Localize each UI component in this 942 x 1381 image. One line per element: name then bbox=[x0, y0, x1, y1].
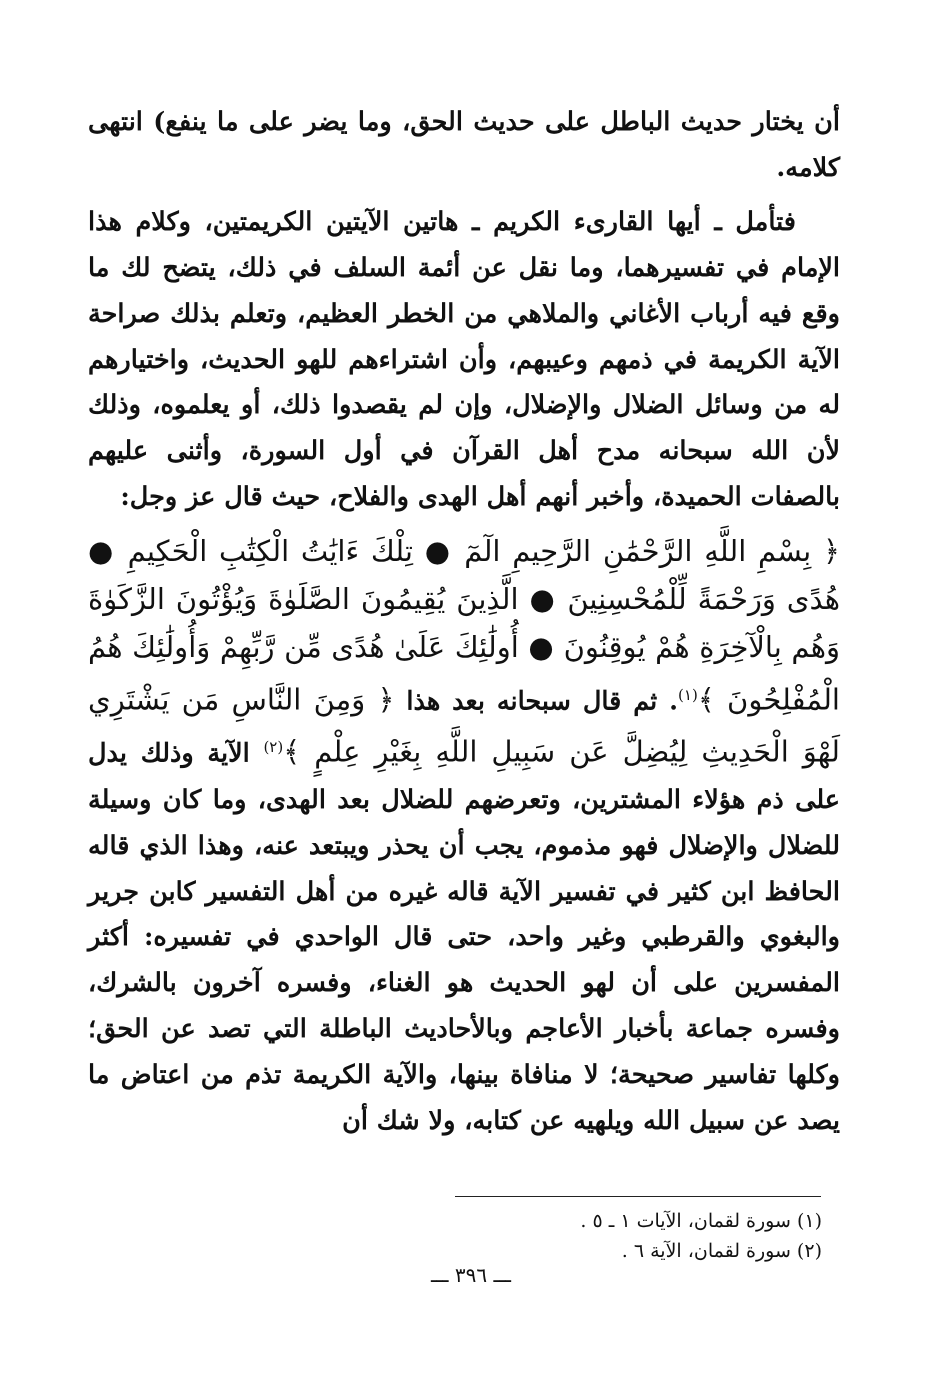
after-verse-text-1: . ثم قال سبحانه بعد هذا bbox=[406, 686, 679, 717]
footnote-separator bbox=[455, 1196, 821, 1197]
footnote-ref-1: (١) bbox=[678, 685, 698, 704]
footnote-ref-2: (٢) bbox=[263, 738, 284, 757]
main-text bbox=[88, 100, 840, 1153]
page-number: ـــ ٣٩٦ ـــ bbox=[430, 1263, 512, 1287]
footnote-1: (١) سورة لقمان، الآيات ١ ـ ٥ . bbox=[580, 1210, 822, 1232]
paragraph-2 bbox=[88, 200, 840, 521]
paragraph-1: أن يختار حديث الباطل على حديث الحق، وما يضر على ما ينفع) انتهى كلامه. bbox=[88, 107, 840, 183]
footnotes bbox=[450, 1206, 822, 1266]
quran-verse-luqman-6: ﴿ وَمِنَ النَّاسِ مَن يَشْتَرِي لَهْوَ الْحَدِيثِ لِيُضِلَّ عَن سَبِيلِ اللَّهِ بِغَيْرِ عِلْمٍ ﴾ bbox=[88, 682, 840, 769]
after-verse-text-2: الآية وذلك يدل على ذم هؤلاء المشترين، وتعرضهم للضلال بعد الهدى، وما كان وسيلة للضلال والإضلال فهو مذموم، يجب أن يحذر ويبتعد عنه، وهذا الذي قاله الحافظ ابن كثير في تفسير الآية قاله غيره من أهل التفسير كابن جرير والبغوي والقرطبي وغير واحد، حتى قال الواحدي في تفسيره: أكثر المفسرين على أن لهو الحديث هو الغناء، وفسره آخرون بالشرك، وفسره جماعة بأخبار الأعاجم وبالأحاديث الباطلة التي تصد عن الحق؛ وكلها تفاسير صحيحة؛ لا منافاة بينها، والآية الكريمة تذم من اعتاض ما يصد عن سبيل الله ويلهيه عن كتابه، ولا شك أن bbox=[88, 738, 840, 1137]
footnote-2: (٢) سورة لقمان، الآية ٦ . bbox=[621, 1240, 822, 1262]
paragraph-3 bbox=[88, 529, 840, 1145]
quran-verse-luqman-1-5: ﴿ بِسْمِ اللَّهِ الرَّحْمَٰنِ الرَّحِيمِ الٓمٓ ● تِلْكَ ءَايَٰتُ الْكِتَٰبِ الْحَكِيمِ ● هُدًى وَرَحْمَةً لِّلْمُحْسِنِينَ ● الَّذِينَ يُقِيمُونَ الصَّلَوٰةَ وَيُؤْتُونَ الزَّكَوٰةَ وَهُم بِالْآخِرَةِ هُمْ يُوقِنُونَ ● أُولَٰئِكَ عَلَىٰ هُدًى مِّن رَّبِّهِمْ وَأُولَٰئِكَ هُمُ الْمُفْلِحُونَ ﴾ bbox=[88, 534, 840, 717]
paragraph-2-text: فتأمل ـ أيها القارىء الكريم ـ هاتين الآيتين الكريمتين، وكلام هذا الإمام في تفسيرهما، وما نقل عن أئمة السلف في ذلك، يتضح لك ما وقع فيه أرباب الأغاني والملاهي من الخطر العظيم، وتعلم بذلك صراحة الآية الكريمة في ذمهم وعيبهم، وأن اشتراءهم للهو الحديث، واختيارهم له من وسائل الضلال والإضلال، وإن لم يقصدوا ذلك، أو يعلموه، وذلك لأن الله سبحانه مدح أهل القرآن في أول السورة، وأثنى عليهم بالصفات الحميدة، وأخبر أنهم أهل الهدى والفلاح، حيث قال عز وجل: bbox=[88, 206, 840, 513]
